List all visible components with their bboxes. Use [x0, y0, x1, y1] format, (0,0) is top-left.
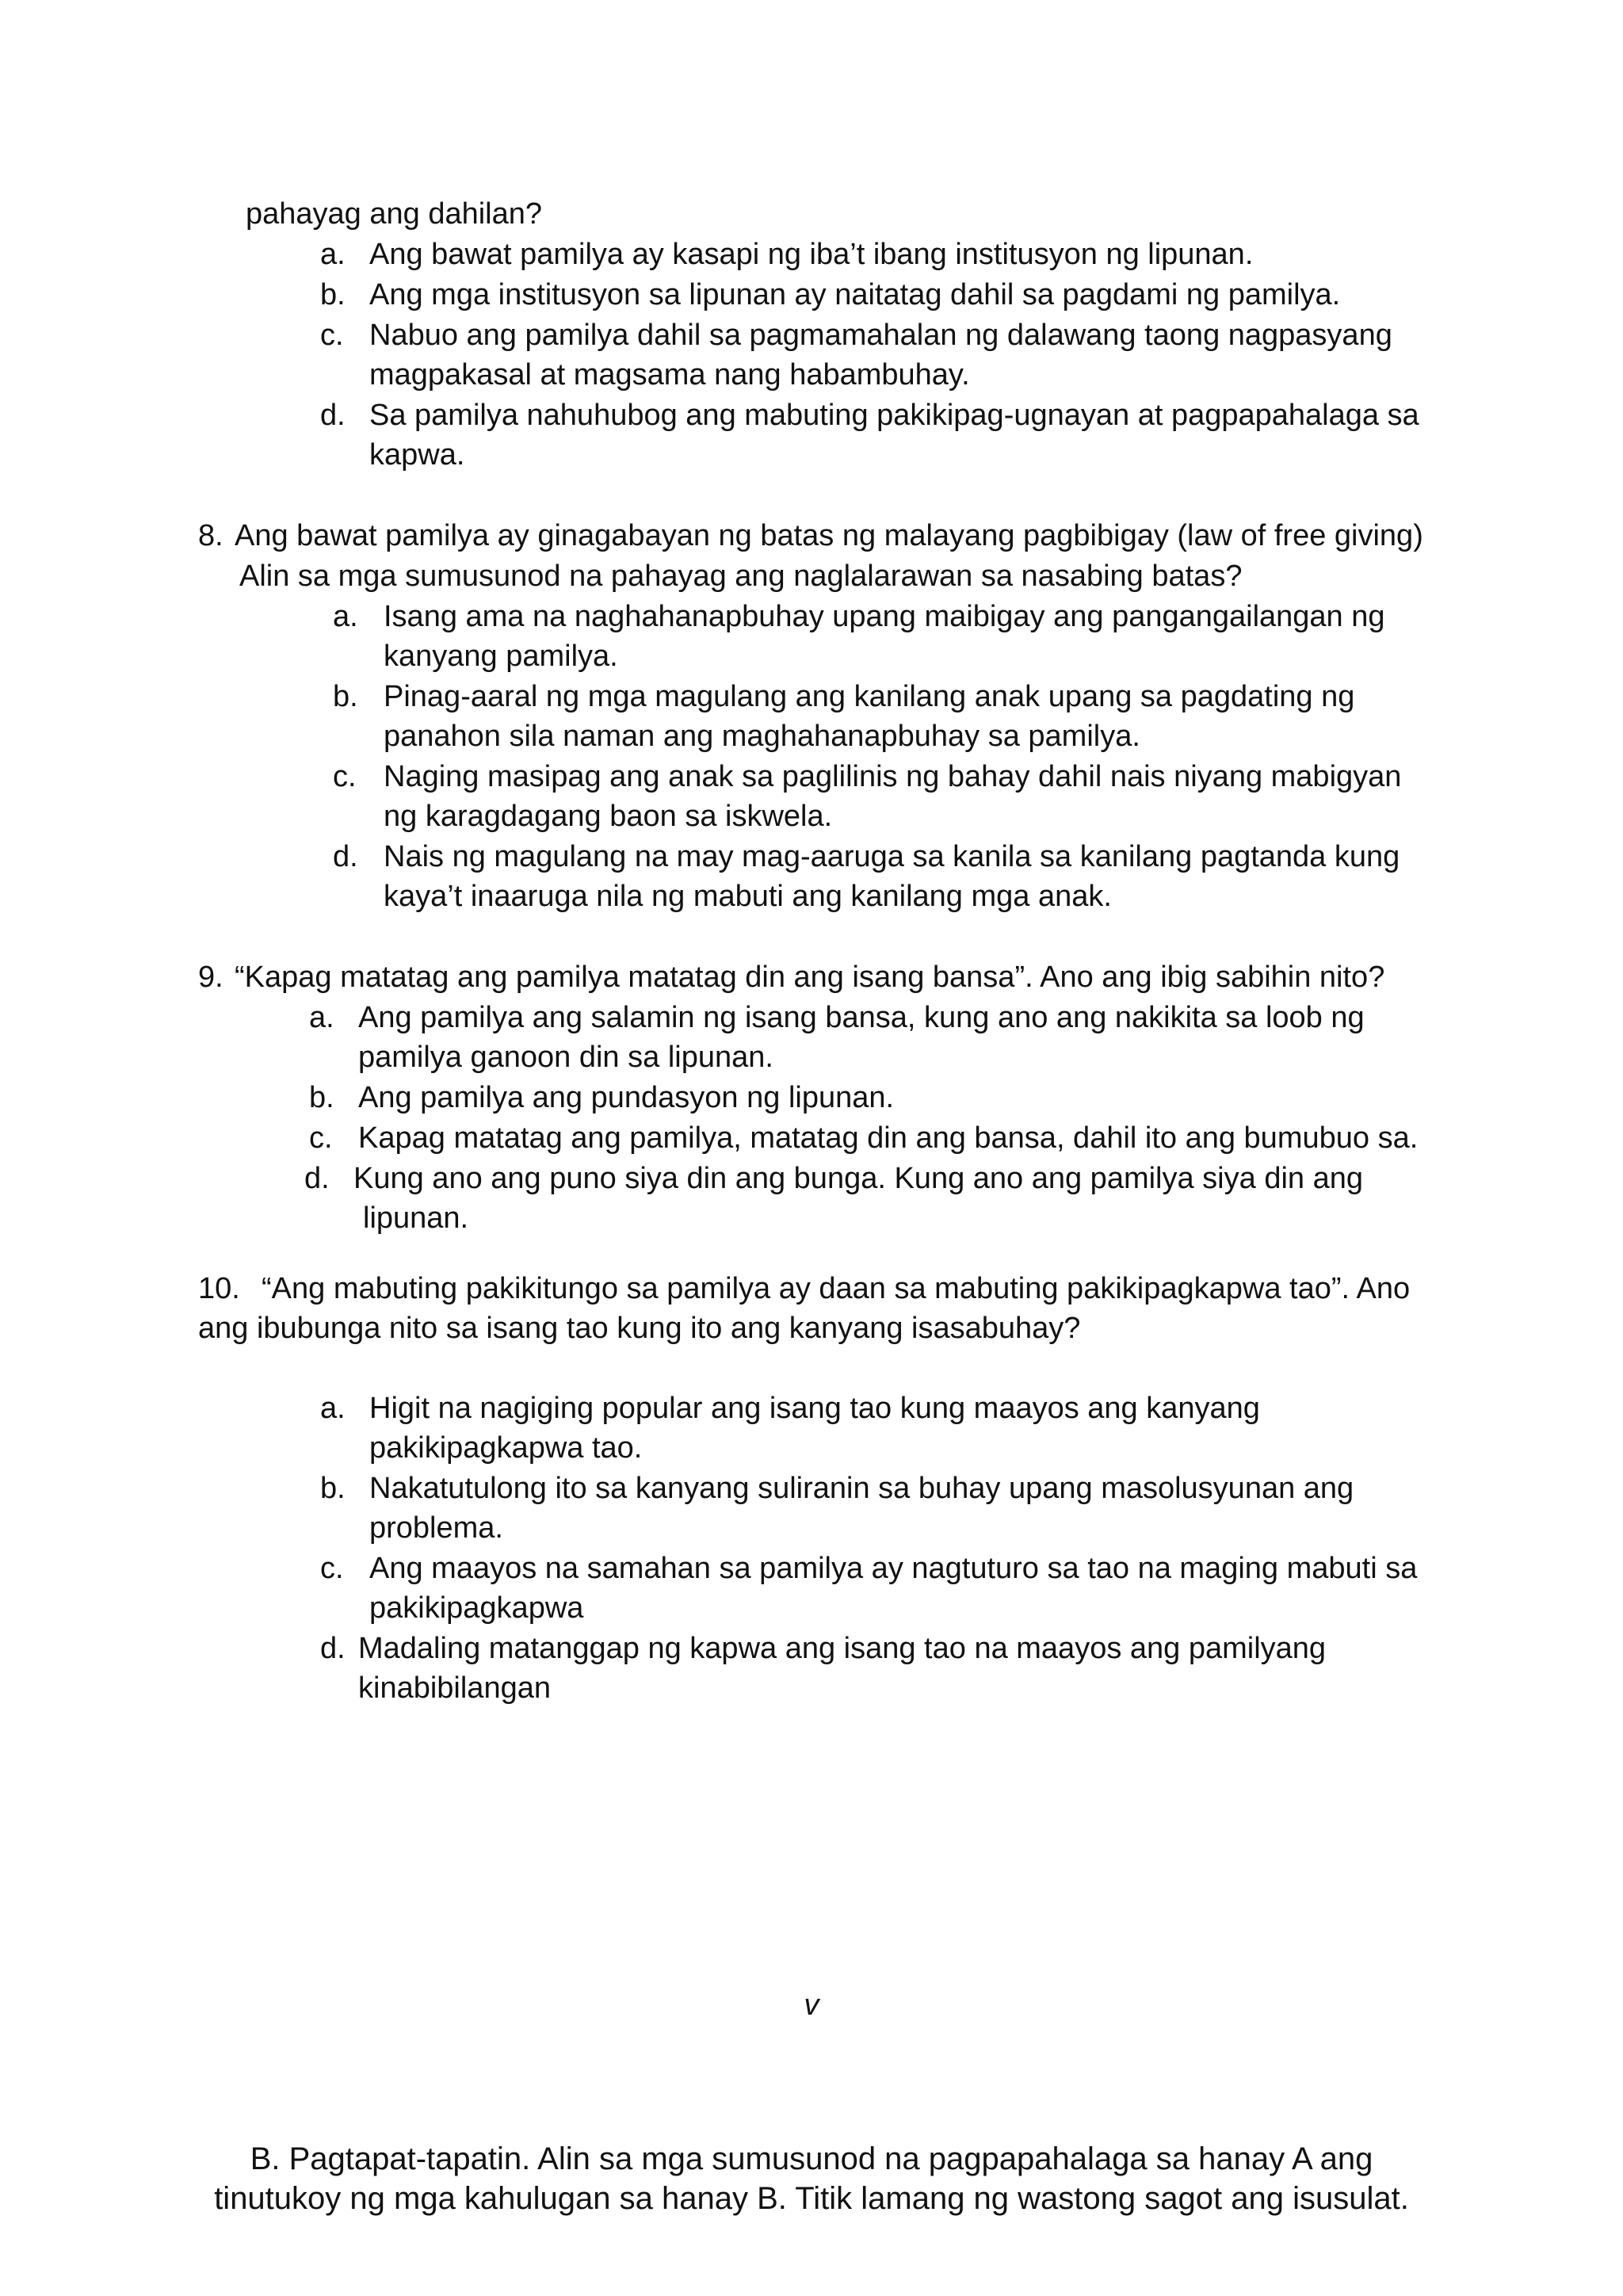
option-letter: c.: [320, 1552, 344, 1585]
option-text: Kung ano ang puno siya din ang bunga. Kung ano ang pamilya siya din ang: [353, 1162, 1363, 1195]
option-text: pamilya ganoon din sa lipunan.: [358, 1041, 773, 1074]
option-text: panahon sila naman ang maghahanapbuhay sa pamilya.: [384, 720, 1140, 753]
option-text: ng karagdagang baon sa iskwela.: [384, 800, 833, 833]
question-number: 9.: [198, 961, 223, 994]
option-letter: c.: [309, 1121, 333, 1155]
option-letter: b.: [320, 278, 346, 311]
option-letter: a.: [309, 1001, 334, 1034]
option-text: pakikipagkapwa tao.: [369, 1431, 643, 1465]
question-number: 10.: [198, 1272, 240, 1305]
option-text: Nabuo ang pamilya dahil sa pagmamahalan ng dalawang taong nagpasyang: [369, 319, 1392, 352]
option-letter: a.: [320, 238, 346, 271]
option-letter: d.: [320, 1632, 346, 1665]
option-text: kinabibilangan: [358, 1671, 551, 1705]
option-letter: a.: [320, 1392, 346, 1425]
instruction-line: B. Pagtapat-tapatin. Alin sa mga sumusunod na pagpapahalaga sa hanay A ang: [250, 2141, 1373, 2176]
option-text: Kapag matatag ang pamilya, matatag din ang bansa, dahil ito ang bumubuo sa.: [358, 1121, 1419, 1155]
option-letter: c.: [333, 760, 357, 793]
question-stem: Ang bawat pamilya ay ginagabayan ng batas ng malayang pagbibigay (law of free giving): [235, 519, 1423, 552]
option-text: problema.: [369, 1511, 503, 1545]
option-text: Ang mga institusyon sa lipunan ay naitatag dahil sa pagdami ng pamilya.: [369, 278, 1341, 311]
option-text: Naging masipag ang anak sa paglilinis ng bahay dahil nais niyang mabigyan: [384, 760, 1402, 793]
option-text: magpakasal at magsama nang habambuhay.: [369, 358, 970, 392]
option-text: Ang pamilya ang salamin ng isang bansa, kung ano ang nakikita sa loob ng: [358, 1001, 1365, 1034]
option-letter: b.: [309, 1081, 334, 1114]
question-stem: “Kapag matatag ang pamilya matatag din ang isang bansa”. Ano ang ibig sabihin nito?: [235, 961, 1385, 994]
page-number: v: [804, 1988, 819, 2022]
option-letter: d.: [320, 399, 346, 432]
option-text: Ang pamilya ang pundasyon ng lipunan.: [358, 1081, 895, 1114]
option-letter: b.: [320, 1472, 346, 1505]
option-letter: d.: [304, 1162, 330, 1195]
instruction-line: tinutukoy ng mga kahulugan sa hanay B. Titik lamang ng wastong sagot ang isusulat.: [214, 2181, 1409, 2216]
option-text: Nais ng magulang na may mag-aaruga sa kanila sa kanilang pagtanda kung: [384, 840, 1400, 873]
question-stem: ang ibubunga nito sa isang tao kung ito ang kanyang isasabuhay?: [198, 1312, 1081, 1345]
option-letter: a.: [333, 600, 358, 633]
option-letter: d.: [333, 840, 358, 873]
question-7-stem: pahayag ang dahilan?: [246, 197, 543, 231]
option-text: Ang bawat pamilya ay kasapi ng iba’t ibang institusyon ng lipunan.: [369, 238, 1254, 271]
question-number: 8.: [198, 519, 223, 552]
option-text: pakikipagkapwa: [369, 1591, 584, 1625]
option-text: Sa pamilya nahuhubog ang mabuting pakikipag-ugnayan at pagpapahalaga sa: [369, 399, 1419, 432]
option-text: Isang ama na naghahanapbuhay upang maibigay ang pangangailangan ng: [384, 600, 1385, 633]
option-text: Higit na nagiging popular ang isang tao kung maayos ang kanyang: [369, 1392, 1260, 1425]
option-text: kaya’t inaaruga nila ng mabuti ang kanilang mga anak.: [384, 880, 1112, 913]
option-text: kanyang pamilya.: [384, 640, 618, 673]
option-letter: b.: [333, 680, 358, 713]
option-text: Nakatutulong ito sa kanyang suliranin sa buhay upang masolusyunan ang: [369, 1472, 1354, 1505]
option-text: lipunan.: [363, 1201, 469, 1235]
option-text: Ang maayos na samahan sa pamilya ay nagtuturo sa tao na maging mabuti sa: [369, 1552, 1418, 1585]
option-text: kapwa.: [369, 438, 465, 472]
question-stem: “Ang mabuting pakikitungo sa pamilya ay daan sa mabuting pakikipagkapwa tao”. Ano: [262, 1272, 1411, 1305]
option-text: Madaling matanggap ng kapwa ang isang tao na maayos ang pamilyang: [358, 1632, 1327, 1665]
option-text: Pinag-aaral ng mga magulang ang kanilang anak upang sa pagdating ng: [384, 680, 1355, 713]
question-stem: Alin sa mga sumusunod na pahayag ang naglalarawan sa nasabing batas?: [239, 560, 1243, 593]
option-letter: c.: [320, 319, 344, 352]
